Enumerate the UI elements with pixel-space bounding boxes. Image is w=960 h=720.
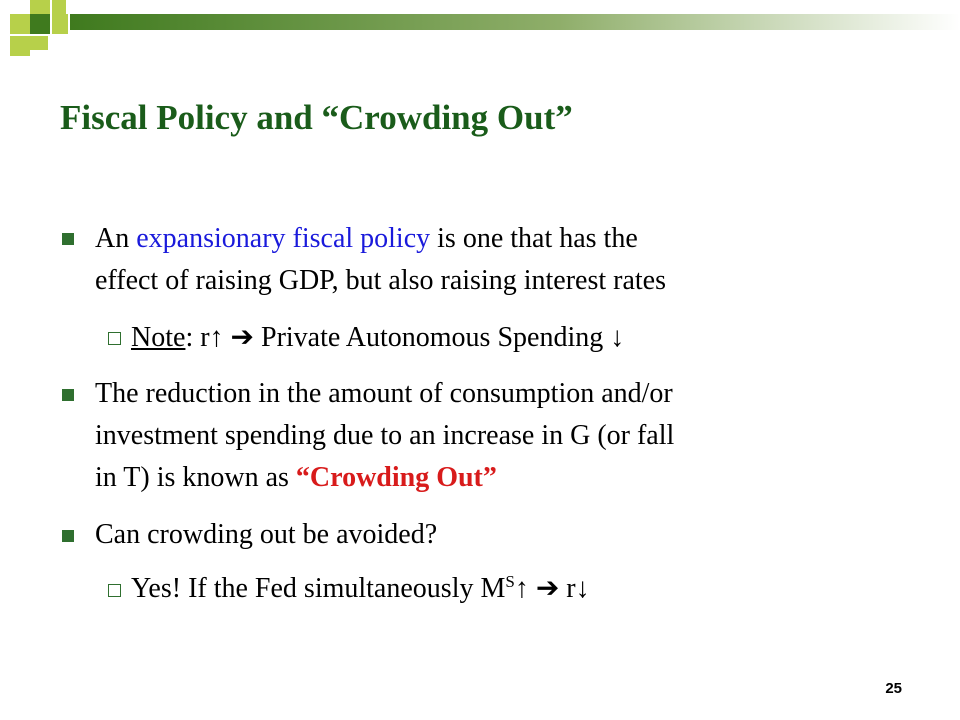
note-text: : r↑ ➔ Private Autonomous Spending ↓ bbox=[185, 322, 625, 353]
money-supply-superscript: S bbox=[505, 572, 515, 591]
sub-bullet-2 bbox=[131, 572, 590, 606]
note-label: Note bbox=[131, 322, 186, 353]
sub-bullet-2-pre: Yes! If the Fed simultaneously M bbox=[131, 573, 506, 604]
sub-bullet-marker bbox=[108, 332, 121, 345]
crowding-out-term: “Crowding Out” bbox=[295, 462, 497, 493]
slide-title: Fiscal Policy and “Crowding Out” bbox=[60, 98, 573, 137]
bullet-1-line-2: effect of raising GDP, but also raising interest rates bbox=[95, 265, 667, 296]
bullet-2-line-3-pre: in T) is known as bbox=[95, 462, 296, 493]
sub-bullet-2-post: ↑ ➔ r↓ bbox=[514, 573, 590, 604]
bullet-2-line-2: investment spending due to an increase in G (or fall bbox=[95, 420, 675, 451]
sub-bullet-marker bbox=[108, 584, 121, 597]
bullet-1-post: is one that has the bbox=[430, 223, 638, 254]
top-banner bbox=[0, 0, 960, 36]
bullet-1-pre: An bbox=[95, 223, 137, 254]
bullet-marker bbox=[62, 233, 74, 245]
banner-graphic bbox=[0, 0, 960, 60]
bullet-2-line-1: The reduction in the amount of consumption and/or bbox=[95, 378, 673, 409]
page-number: 25 bbox=[885, 680, 902, 697]
bullet-3: Can crowding out be avoided? bbox=[95, 519, 438, 550]
bullet-2-line-3 bbox=[95, 461, 497, 495]
sub-bullet-1 bbox=[131, 321, 624, 355]
bullet-1-line-1 bbox=[95, 222, 638, 256]
bullet-marker bbox=[62, 389, 74, 401]
bullet-marker bbox=[62, 530, 74, 542]
expansionary-fiscal-policy-term: expansionary fiscal policy bbox=[136, 223, 431, 254]
